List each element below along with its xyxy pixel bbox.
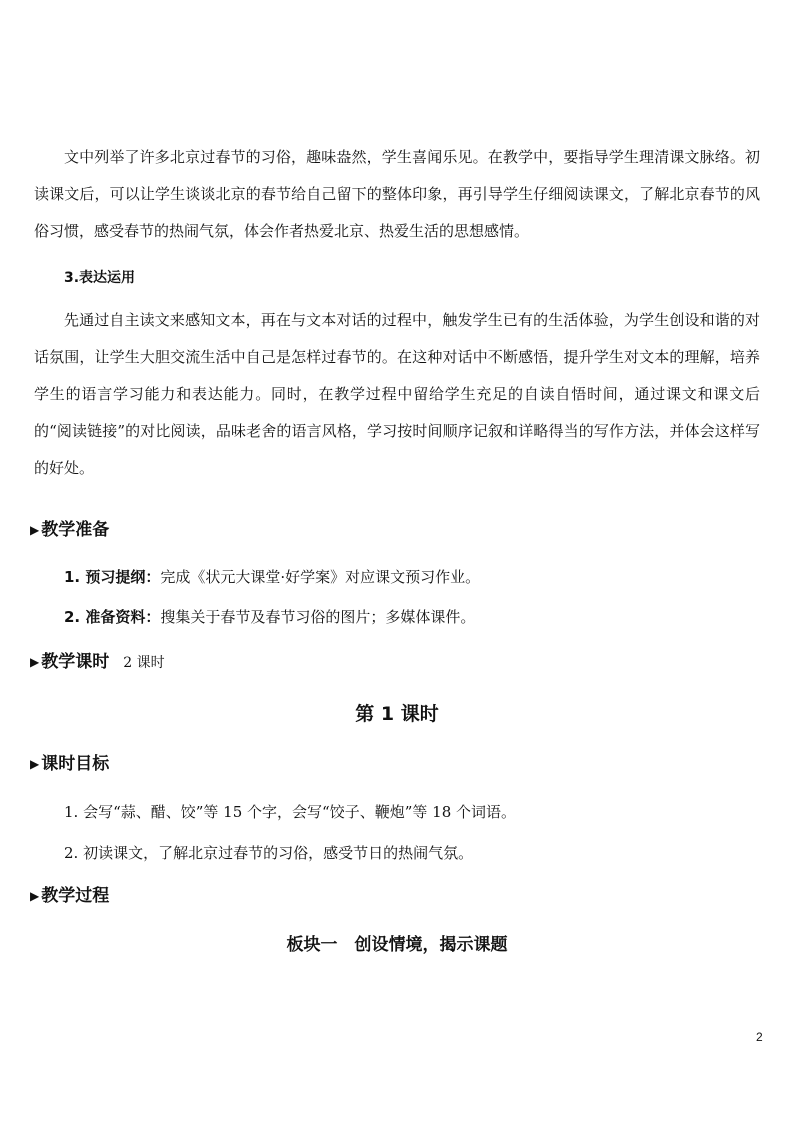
expression-paragraph: 先通过自主读文来感知文本，再在与文本对话的过程中，触发学生已有的生活体验，为学生创设和谐的对话氛围，让学生大胆交流生活中自己是怎样过春节的。在这种对话中不断感悟，提升学生对文本的理解，培养学生的语言学习能力和表达能力。同时，在教学过程中留给学生充足的自读自悟时间，通过课文和课文后的“阅读链接”的对比阅读，品味老舍的语言风格，学习按时间顺序记叙和详略得当的写作方法，并体会这样写的好处。 bbox=[34, 311, 760, 477]
section-heading-process bbox=[30, 884, 109, 908]
section-heading-goals bbox=[30, 752, 109, 776]
prep-item-text: 搜集关于春节及春节习俗的图片；多媒体课件。 bbox=[160, 608, 476, 626]
heading-text: 课时目标 bbox=[41, 754, 110, 774]
section-heading-prep bbox=[30, 518, 109, 542]
lesson-title: 第 1 课时 bbox=[355, 703, 439, 725]
section-heading-hours bbox=[30, 650, 165, 675]
prep-item-label: 1. 预习提纲： bbox=[64, 568, 161, 586]
heading-text: 教学过程 bbox=[41, 886, 110, 906]
triangle-bullet-icon: ▶ bbox=[30, 757, 40, 771]
goal-item: 2. 初读课文，了解北京过春节的习俗，感受节日的热闹气氛。 bbox=[64, 844, 474, 862]
prep-item bbox=[64, 567, 480, 587]
goal-item: 1. 会写“蒜、醋、饺”等 15 个字，会写“饺子、鞭炮”等 18 个词语。 bbox=[64, 803, 517, 821]
intro-paragraph: 文中列举了许多北京过春节的习俗，趣味盎然，学生喜闻乐见。在教学中，要指导学生理清课文脉络。初读课文后，可以让学生谈谈北京的春节给自己留下的整体印象，再引导学生仔细阅读课文，了解北京春节的风俗习惯，感受春节的热闹气氛，体会作者热爱北京、热爱生活的思想感情。 bbox=[34, 148, 760, 240]
page-number: 2 bbox=[756, 1030, 763, 1044]
triangle-bullet-icon: ▶ bbox=[30, 889, 40, 903]
heading-text: 教学课时 bbox=[41, 652, 110, 672]
prep-item-text: 完成《状元大课堂·好学案》对应课文预习作业。 bbox=[160, 568, 481, 586]
triangle-bullet-icon: ▶ bbox=[30, 523, 40, 537]
hours-value: 2 课时 bbox=[123, 655, 165, 671]
prep-item-label: 2. 准备资料： bbox=[64, 608, 161, 626]
heading-text: 教学准备 bbox=[41, 520, 110, 540]
subheading-expression: 3.表达运用 bbox=[64, 270, 136, 286]
triangle-bullet-icon: ▶ bbox=[30, 655, 40, 669]
prep-item bbox=[64, 607, 475, 627]
block-title: 板块一 创设情境，揭示课题 bbox=[286, 935, 508, 955]
